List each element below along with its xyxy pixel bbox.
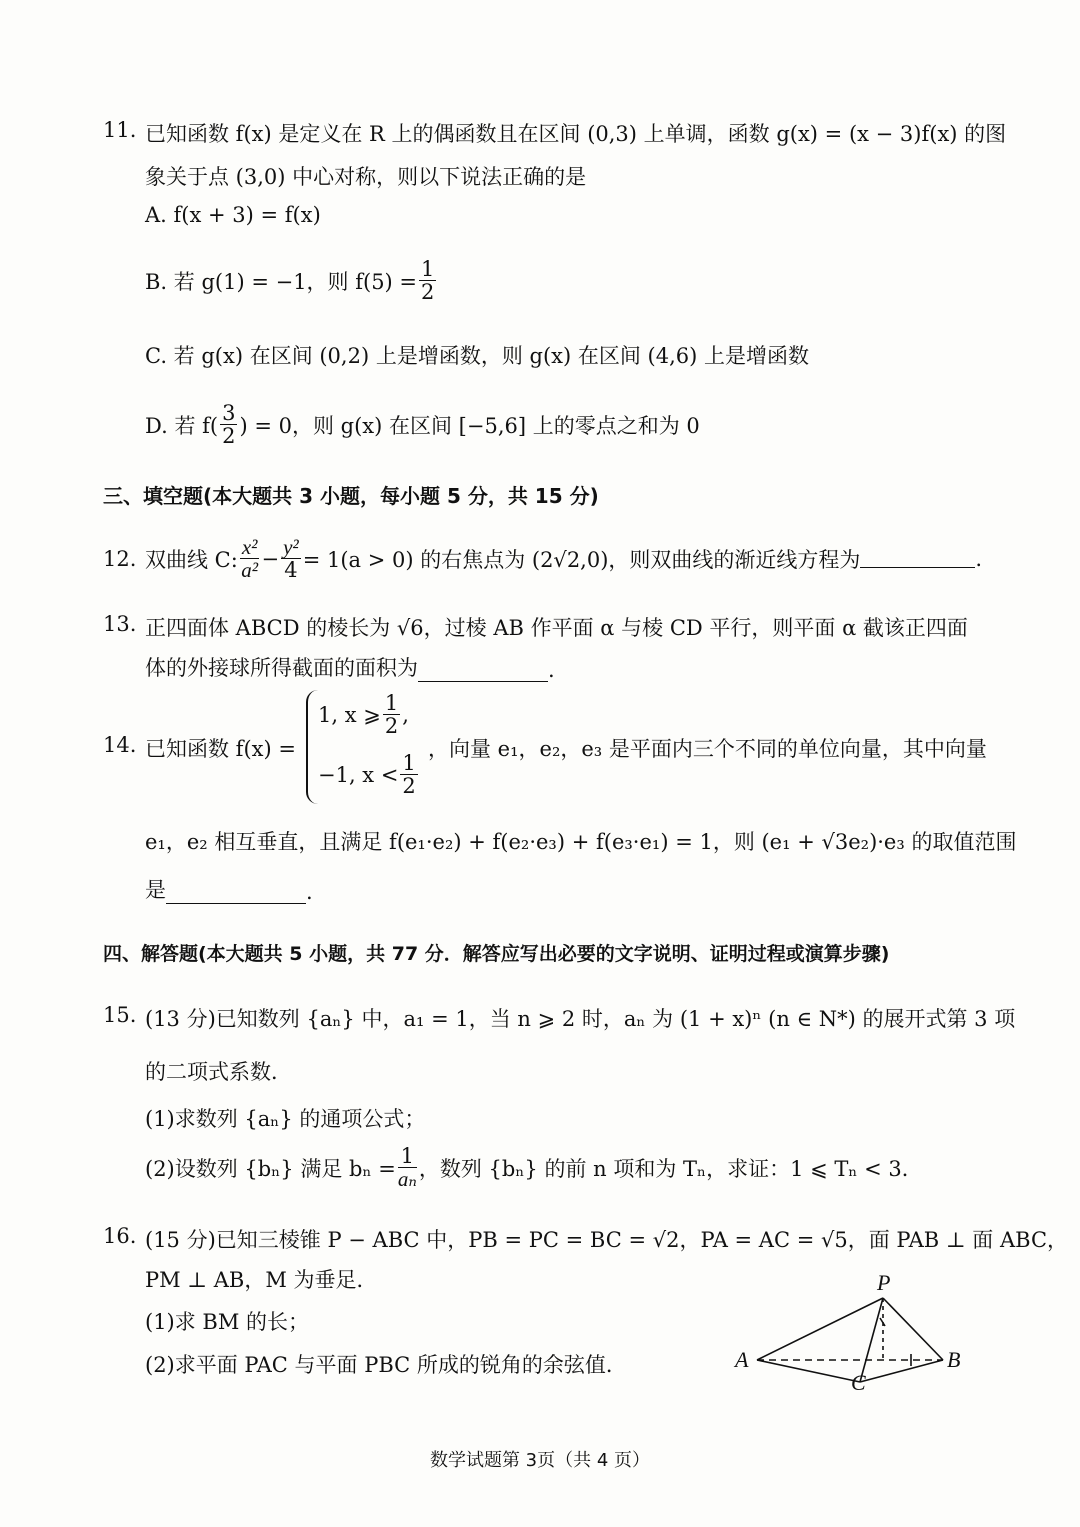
q14-case-1-fraction <box>383 692 400 737</box>
q16-part-2: (2)求平面 PAC 与平面 PBC 所成的锐角的余弦值． <box>145 1353 627 1377</box>
q14-post: ，向量 e₁，e₂，e₃ 是平面内三个不同的单位向量，其中向量 <box>428 737 987 761</box>
q14-case-2-text: −1, x < <box>318 762 399 787</box>
edge-pb <box>883 1298 943 1360</box>
q16-line2: PM ⊥ AB，M 为垂足． <box>145 1268 378 1292</box>
q14-line2: e₁，e₂ 相互垂直，且满足 f(e₁·e₂) + f(e₂·e₃) + f(e₃·e₁) = 1，则 (e₁ + √3e₂)·e₃ 的取值范围 <box>145 830 1017 854</box>
q12-fraction-2 <box>281 536 301 581</box>
q12-minus: − <box>261 546 280 571</box>
q16-number: 16. <box>103 1224 137 1248</box>
q15-part-1: (1)求数列 {aₙ} 的通项公式； <box>145 1107 426 1131</box>
q11-option-a: A. f(x + 3) = f(x) <box>145 203 321 227</box>
fraction-numerator: 1 <box>402 751 416 775</box>
q13-answer-blank[interactable] <box>418 663 548 682</box>
fraction-numerator: 3 <box>222 401 236 425</box>
q11-number: 11. <box>103 118 137 142</box>
q16-part-1: (1)求 BM 的长； <box>145 1310 310 1334</box>
vertex-label-p: P <box>877 1270 891 1295</box>
q13-line2-text: 体的外接球所得截面的面积为 <box>145 656 418 680</box>
section-4-heading: 四、解答题(本大题共 5 小题，共 77 分．解答应写出必要的文字说明、证明过程或演算步骤) <box>103 943 890 965</box>
q11-option-d-pre: D. 若 f( <box>145 413 219 438</box>
fraction-numerator: 1 <box>398 1145 417 1168</box>
q13-line2 <box>145 652 555 682</box>
q11-stem-line2: 象关于点 (3,0) 中心对称，则以下说法正确的是 <box>145 165 587 189</box>
q13-line1: 正四面体 ABCD 的棱长为 √6，过棱 AB 作平面 α 与棱 CD 平行，则平面 α 截该正四面 <box>145 616 968 640</box>
q11-option-d <box>145 402 700 447</box>
q15-part-2-post: ，数列 {bₙ} 的前 n 项和为 Tₙ，求证：1 ⩽ Tₙ < 3． <box>418 1156 923 1181</box>
q11-option-d-post: ) = 0，则 g(x) 在区间 [−5,6] 上的零点之和为 0 <box>239 413 700 438</box>
fraction-numerator: x² <box>241 535 258 559</box>
fraction-denominator: 2 <box>384 714 399 739</box>
q15-part-2-pre: (2)设数列 {bₙ} 满足 bₙ = <box>145 1156 396 1181</box>
vertex-label-c: C <box>851 1370 866 1392</box>
q12-fraction-1 <box>240 536 260 581</box>
q12-post: = 1(a > 0) 的右焦点为 (2√2,0)，则双曲线的渐近线方程为 <box>302 547 861 572</box>
fraction-denominator: 2 <box>402 774 416 799</box>
edge-bc <box>860 1360 943 1382</box>
fraction-numerator: 1 <box>384 691 399 715</box>
q14-case-2-fraction <box>400 752 417 797</box>
q15-number: 15. <box>103 1003 137 1027</box>
fraction-numerator: y² <box>283 535 299 559</box>
q12-answer-blank[interactable] <box>860 549 975 568</box>
q14-pre: 已知函数 f(x) = <box>145 737 296 761</box>
q15-part-2 <box>145 1145 923 1190</box>
vertex-label-a: A <box>735 1347 749 1372</box>
q14-end: . <box>306 880 313 904</box>
section-3-heading: 三、填空题(本大题共 3 小题，每小题 5 分，共 15 分) <box>103 484 599 508</box>
q15-part-2-fraction <box>398 1145 417 1190</box>
q13-number: 13. <box>103 612 137 636</box>
q14-case-1-text: 1, x ⩾ <box>318 702 381 727</box>
q16-line1: (15 分)已知三棱锥 P − ABC 中，PB = PC = BC = √2，PA = AC = √5，面 PAB ⊥ 面 ABC， <box>145 1228 1069 1252</box>
q14-answer-blank[interactable] <box>166 885 306 904</box>
q14-case-1 <box>318 692 409 737</box>
q14-case-2 <box>318 752 420 797</box>
page-footer: 数学试题第 3页（共 4 页） <box>429 1450 651 1471</box>
q12 <box>103 536 982 581</box>
q11-option-b-fraction <box>419 258 436 303</box>
vertex-label-b: B <box>947 1347 961 1372</box>
q11-option-c: C. 若 g(x) 在区间 (0,2) 上是增函数，则 g(x) 在区间 (4,6) 上是增函数 <box>145 344 809 368</box>
q12-end: . <box>975 546 983 571</box>
q15-line2: 的二项式系数． <box>145 1060 292 1084</box>
q11-option-b <box>145 258 438 303</box>
edge-ac <box>757 1360 860 1382</box>
q14-number: 14. <box>103 733 137 757</box>
q13-end: . <box>548 658 555 682</box>
fraction-denominator: a² <box>241 558 259 583</box>
fraction-denominator: 4 <box>284 558 298 583</box>
fraction-denominator: 2 <box>421 280 435 305</box>
q14-case-1-end: , <box>402 702 409 727</box>
q11-option-b-text: B. 若 g(1) = −1，则 f(5) = <box>145 269 418 294</box>
q15-line1: (13 分)已知数列 {aₙ} 中，a₁ = 1，当 n ⩾ 2 时，aₙ 为 (1 + x)ⁿ (n ∈ N*) 的展开式第 3 项 <box>145 1007 1016 1031</box>
fraction-denominator: 2 <box>222 424 236 449</box>
q12-pre: 双曲线 C: <box>145 547 238 572</box>
edge-pa <box>757 1298 883 1360</box>
q14-brace <box>306 690 318 804</box>
q11-option-d-fraction <box>220 402 237 447</box>
q14-line3 <box>145 874 313 904</box>
tetrahedron-figure <box>725 1262 975 1392</box>
fraction-numerator: 1 <box>421 257 435 281</box>
q12-number: 12. <box>103 546 137 571</box>
fraction-denominator: aₙ <box>397 1167 417 1192</box>
q11-stem-line1: 已知函数 f(x) 是定义在 R 上的偶函数且在区间 (0,3) 上单调，函数 g(x) = (x − 3)f(x) 的图 <box>145 122 1007 146</box>
q14-line3-text: 是 <box>145 878 166 902</box>
